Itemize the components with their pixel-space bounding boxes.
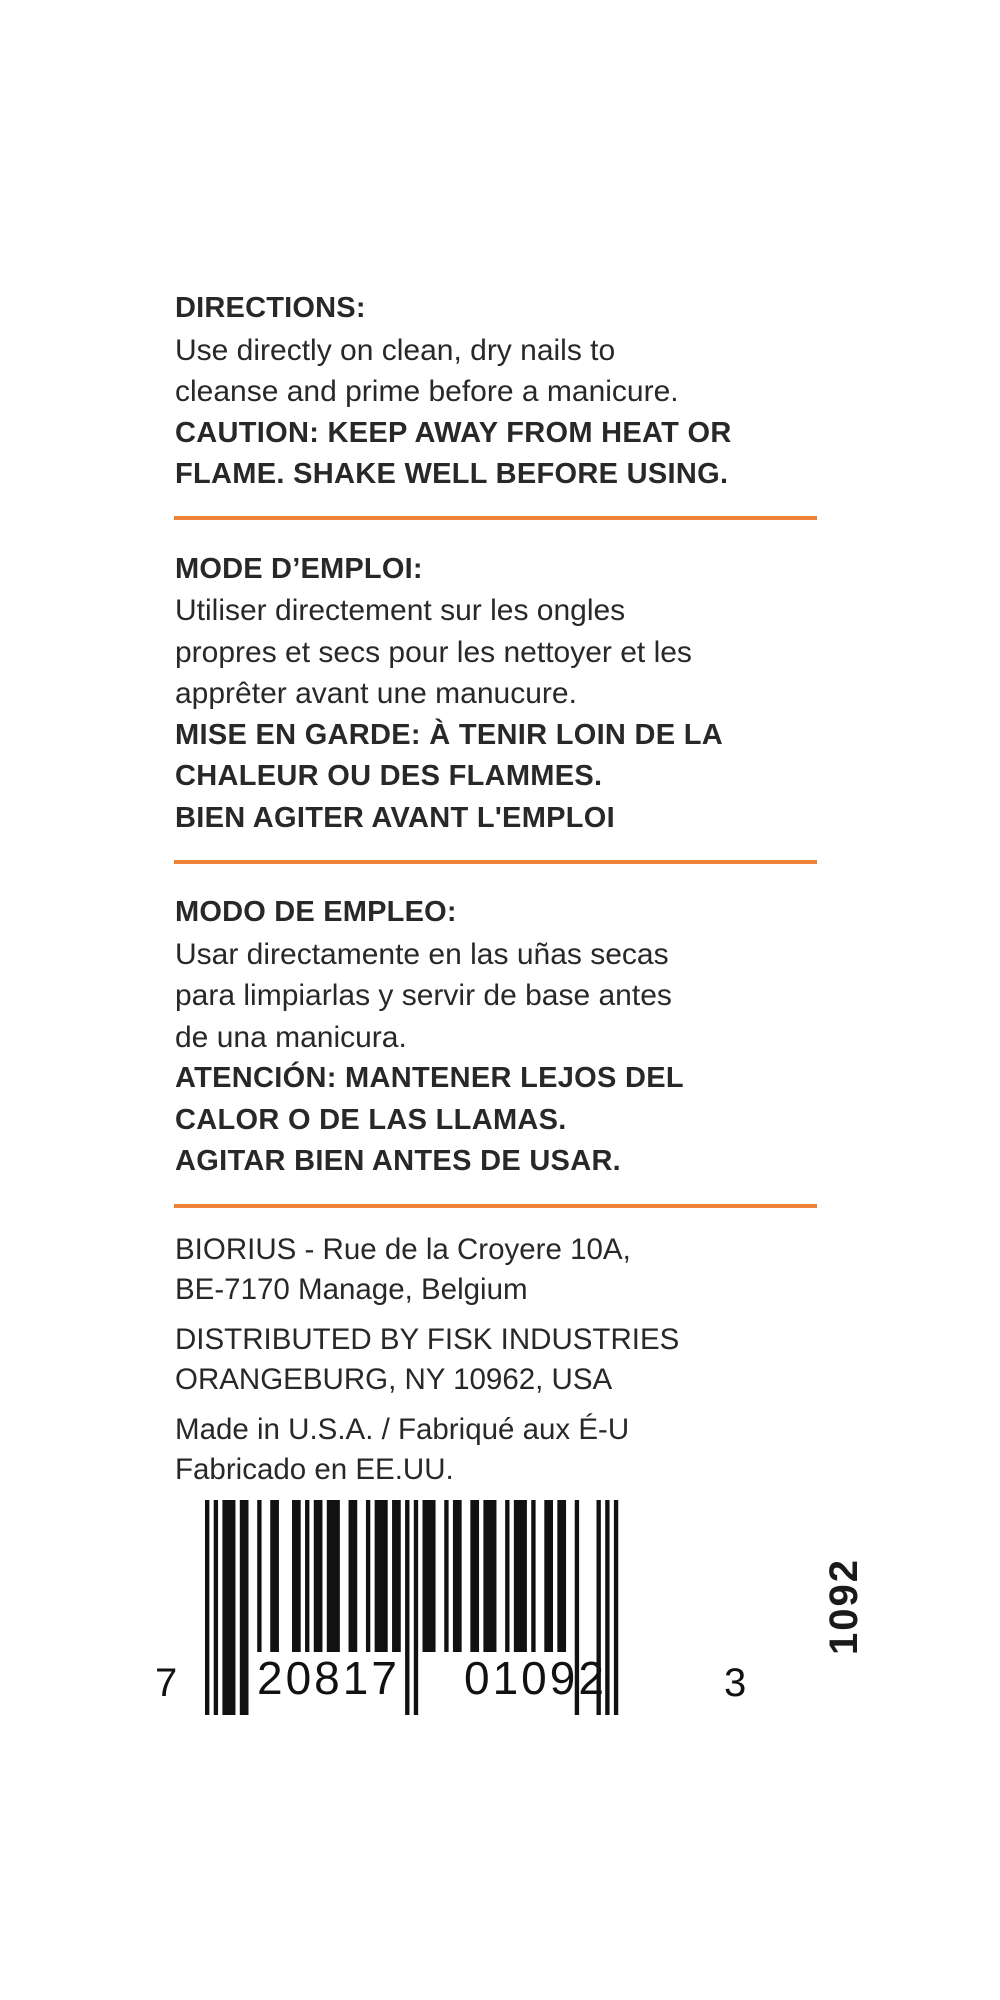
- directions-section-en: [175, 288, 825, 496]
- barcode-bar: [270, 1500, 279, 1652]
- body-line: cleanse and prime before a manicure.: [175, 375, 679, 408]
- body-line: de una manicura.: [175, 1020, 407, 1054]
- section-heading: MODO DE EMPLEO:: [175, 896, 457, 928]
- section-body: [175, 934, 825, 1059]
- caution-line: FLAME. SHAKE WELL BEFORE USING.: [175, 458, 729, 490]
- barcode-bar: [505, 1500, 509, 1652]
- barcode-bar: [292, 1500, 301, 1652]
- directions-section-fr: [175, 549, 825, 840]
- barcode-bar: [240, 1500, 249, 1715]
- caution-line: CALOR O DE LAS LLAMAS.: [175, 1103, 567, 1136]
- product-label: [175, 288, 825, 1500]
- barcode-bar: [514, 1500, 527, 1652]
- barcode-bar: [483, 1500, 496, 1652]
- manufacturer-address: [175, 1230, 825, 1310]
- barcode-bar: [557, 1500, 566, 1652]
- body-line: Usar directamente en las uñas secas: [175, 937, 669, 971]
- barcode-bar: [544, 1500, 553, 1652]
- barcode-bar: [405, 1500, 409, 1715]
- orange-divider: [174, 860, 817, 864]
- barcode-bar: [314, 1500, 323, 1652]
- barcode-bar: [414, 1500, 418, 1715]
- orange-divider: [174, 1204, 817, 1208]
- caution-text: [175, 1058, 825, 1183]
- barcode-bar: [453, 1500, 462, 1652]
- barcode-bar: [444, 1500, 448, 1652]
- caution-line: MISE EN GARDE: À TENIR LOIN DE LA: [175, 718, 724, 751]
- barcode-right-digits: 01092: [464, 1652, 607, 1704]
- barcode-bar: [423, 1500, 436, 1652]
- caution-text: [175, 715, 825, 840]
- barcode-left-digits: 20817: [257, 1652, 400, 1704]
- section-body: [175, 330, 825, 413]
- barcode-bar: [305, 1500, 309, 1652]
- body-line: Utiliser directement sur les ongles: [175, 594, 626, 627]
- origin-info: [175, 1410, 825, 1490]
- barcode-bar: [327, 1500, 340, 1652]
- barcode-bar: [470, 1500, 479, 1652]
- barcode-bar: [366, 1500, 370, 1652]
- barcode-bar: [205, 1500, 209, 1715]
- barcode-bar: [375, 1500, 388, 1652]
- upc-barcode: [150, 1500, 770, 1720]
- barcode-bar: [349, 1500, 358, 1652]
- body-line: Use directly on clean, dry nails to: [175, 333, 616, 367]
- barcode-check-digit: 3: [724, 1661, 750, 1705]
- caution-line: AGITAR BIEN ANTES DE USAR.: [175, 1145, 622, 1177]
- section-heading: MODE D’EMPLOI:: [175, 552, 423, 585]
- barcode-bar: [614, 1500, 618, 1715]
- body-line: para limpiarlas y servir de base antes: [175, 979, 672, 1012]
- distributor-line: DISTRIBUTED BY FISK INDUSTRIES: [175, 1322, 680, 1356]
- barcode-bar: [214, 1500, 218, 1715]
- section-body: [175, 590, 825, 715]
- address-line: BIORIUS - Rue de la Croyere 10A,: [175, 1232, 631, 1266]
- orange-divider: [174, 516, 817, 520]
- caution-line: CHALEUR OU DES FLAMMES.: [175, 760, 603, 792]
- section-heading: DIRECTIONS:: [175, 292, 366, 324]
- barcode-bar: [531, 1500, 535, 1652]
- barcode-bars: [150, 1500, 770, 1720]
- address-line: BE-7170 Manage, Belgium: [175, 1272, 528, 1306]
- side-product-code: 1092: [822, 1558, 866, 1655]
- origin-line: Made in U.S.A. / Fabriqué aux É-U: [175, 1412, 630, 1446]
- barcode-bar: [222, 1500, 235, 1715]
- caution-line: BIEN AGITER AVANT L'EMPLOI: [175, 801, 616, 834]
- caution-text: [175, 413, 825, 496]
- distributor-info: [175, 1320, 825, 1400]
- body-line: propres et secs pour les nettoyer et les: [175, 635, 692, 669]
- distributor-line: ORANGEBURG, NY 10962, USA: [175, 1362, 613, 1396]
- caution-line: ATENCIÓN: MANTENER LEJOS DEL: [175, 1062, 684, 1094]
- barcode-lead-digit: 7: [155, 1661, 181, 1705]
- directions-section-es: [175, 892, 825, 1183]
- caution-line: CAUTION: KEEP AWAY FROM HEAT OR: [175, 416, 732, 449]
- body-line: apprêter avant une manucure.: [175, 677, 577, 710]
- barcode-bar: [392, 1500, 401, 1652]
- origin-line: Fabricado en EE.UU.: [175, 1452, 454, 1486]
- barcode-bar: [257, 1500, 261, 1652]
